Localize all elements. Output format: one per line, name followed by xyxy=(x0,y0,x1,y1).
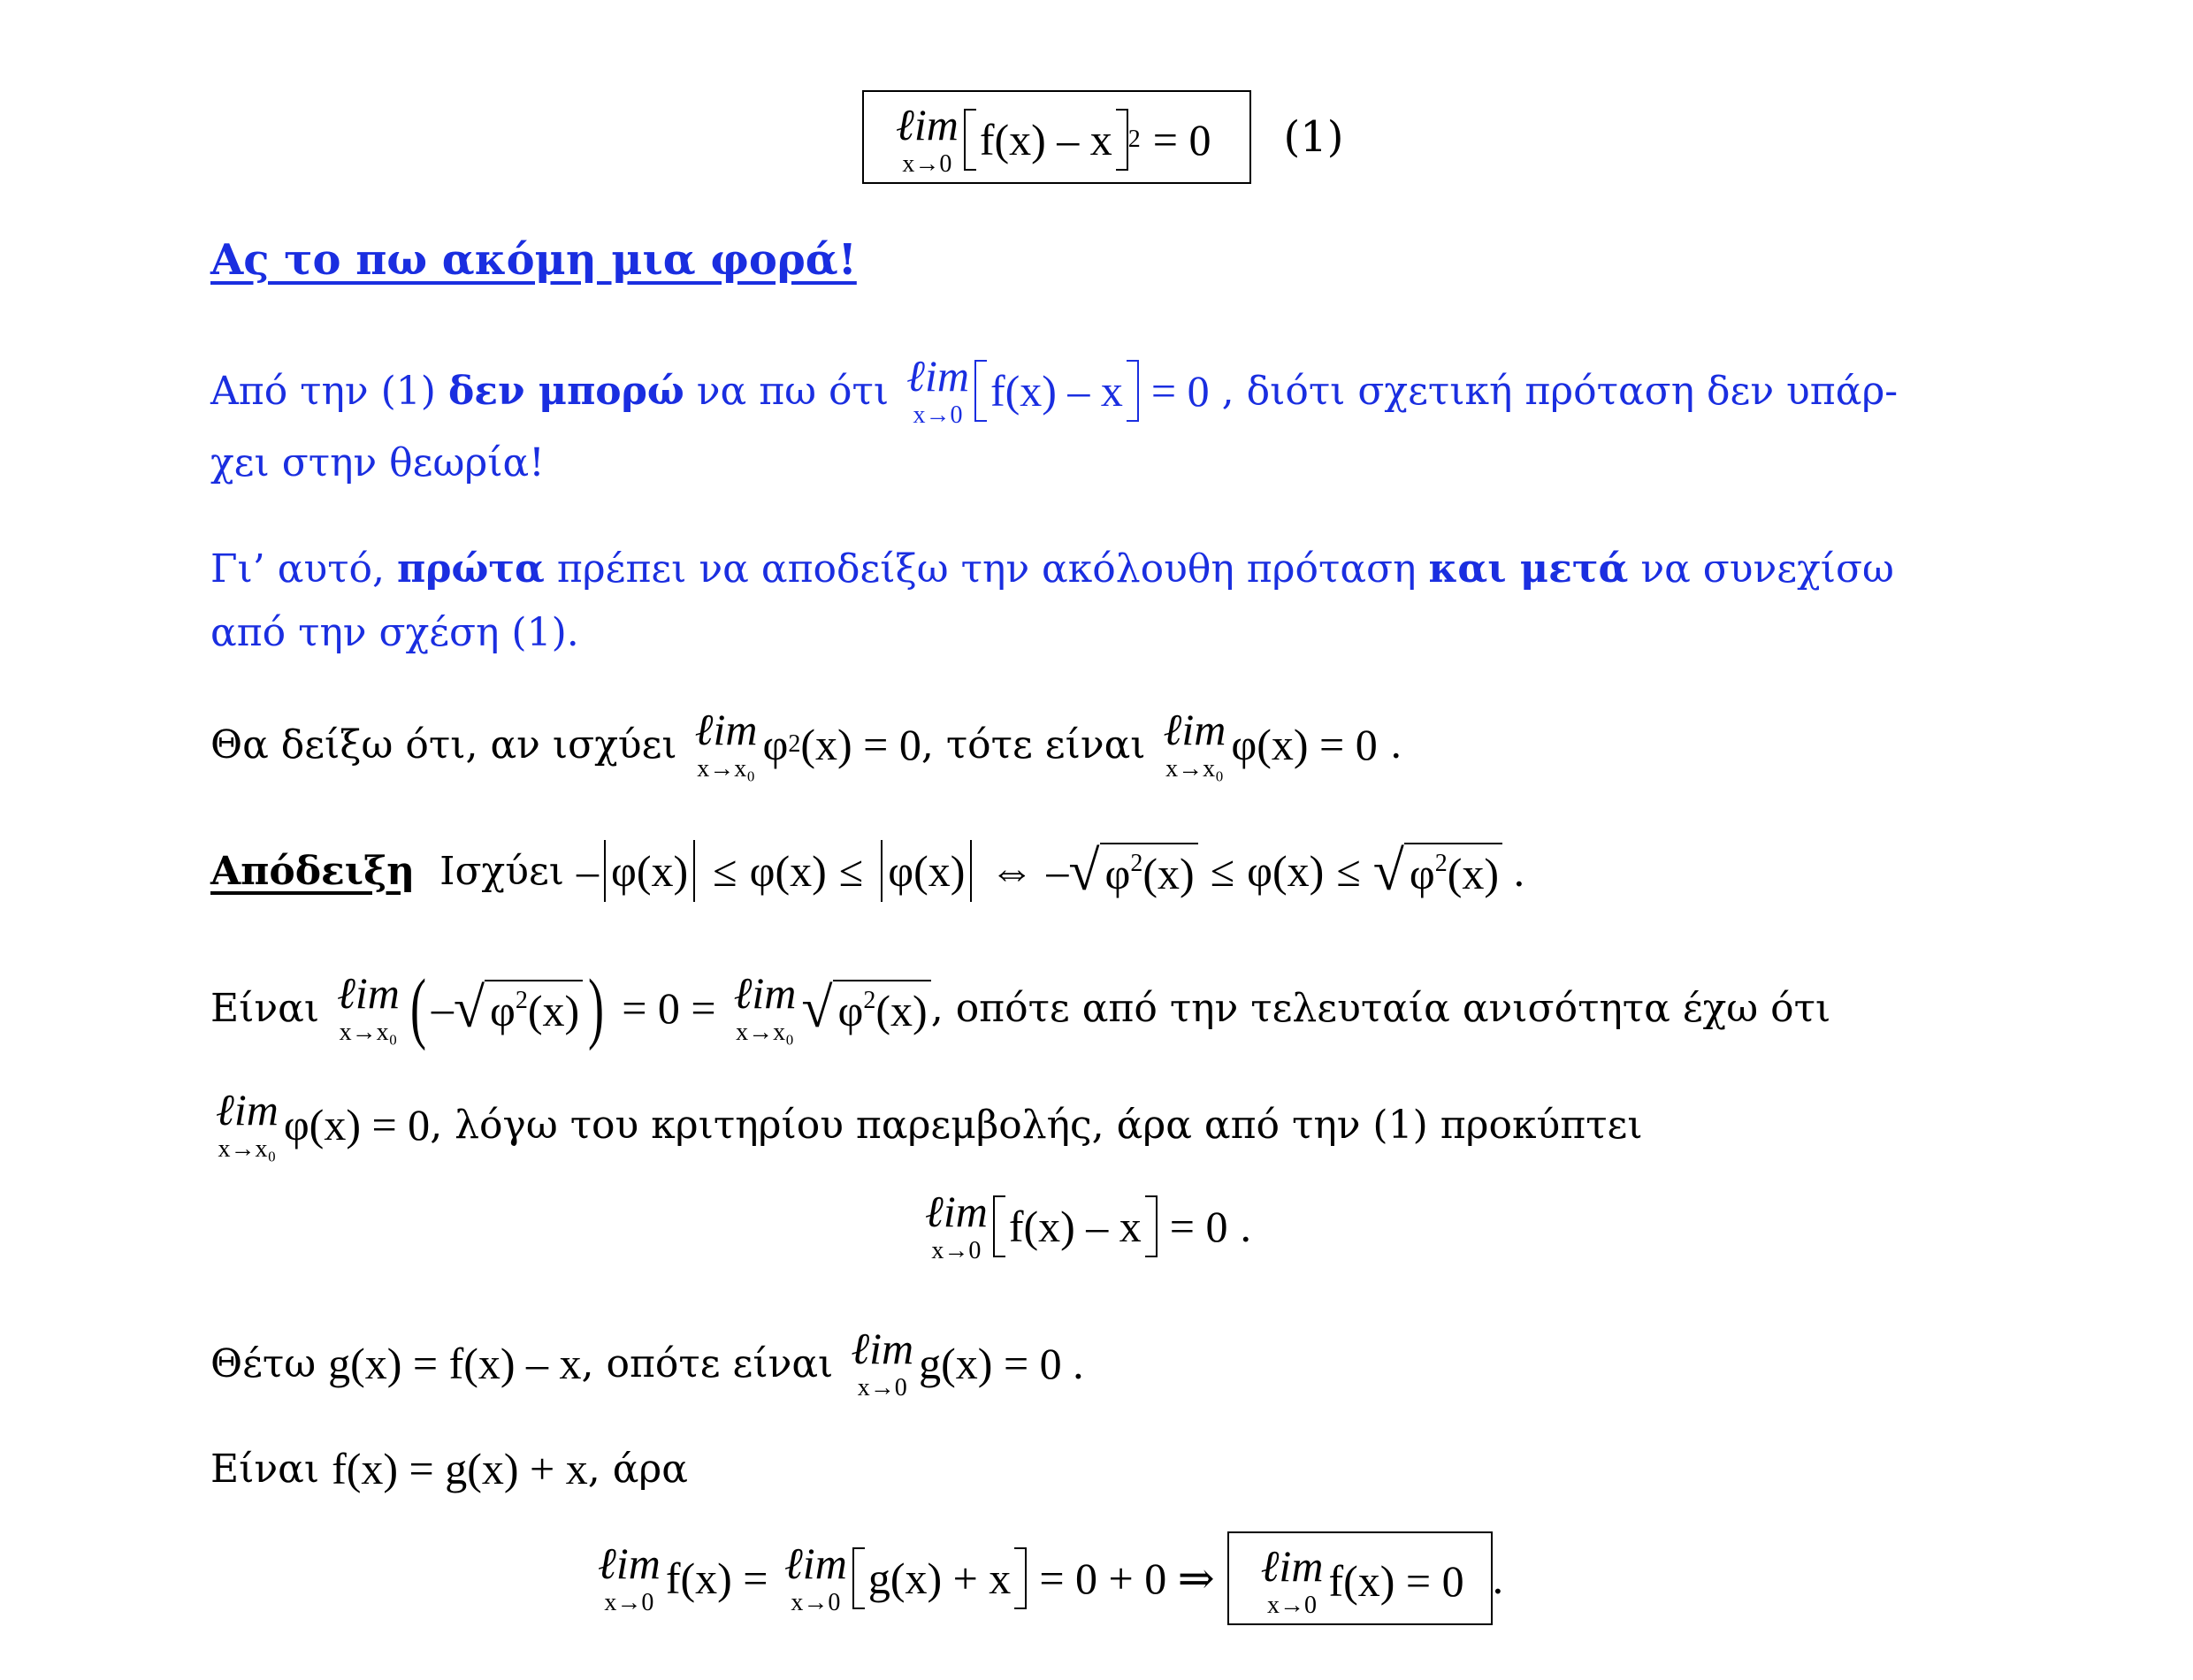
equation-number: (1) xyxy=(1283,112,1344,162)
equation-1-box: ℓim x→0 f(x) – x 2 = 0 xyxy=(862,90,1251,184)
limit-operator: ℓim x→0 xyxy=(896,100,959,178)
relation-line: Είναι f(x) = g(x) + x , άρα xyxy=(210,1444,689,1493)
paragraph-1-line-1: Από την (1) δεν μπορώ να πω ότι ℓim x→0 f(x) – x = 0 , διότι σχετική πρόταση δεν υπάρ- xyxy=(210,351,1899,429)
paragraph-2-line-2: από την σχέση (1). xyxy=(210,610,579,655)
substitution-line: Θέτω g(x) = f(x) – x , οπότε είναι ℓim x→0 g(x) = 0 . xyxy=(210,1324,1084,1401)
centered-equation: ℓim x→0 f(x) – x = 0 . xyxy=(925,1187,1251,1264)
final-equation: ℓim x→0 f(x) = ℓim x→0 g(x) + x = 0 + 0 ⇒ ℓim x→0 f(x) = 0 . xyxy=(592,1531,1503,1625)
paragraph-1-line-2: χει στην θεωρία! xyxy=(210,440,545,485)
paragraph-2-line-1: Γι’ αυτό, πρώτα πρέπει να αποδείξω την ακόλουθη πρόταση και μετά να συνεχίσω xyxy=(210,546,1894,592)
proof-label: Απόδειξη xyxy=(210,848,416,894)
limits-line: Είναι ℓim x→x₀ ( – √ $\varphi^2(x)$ ) = 0 = ℓim x→x₀ √ $\varphi^2(x)$ , οπότε από την τελευταία ανισότητα έχω ότι xyxy=(210,964,1831,1051)
section-heading: Ας το πω ακόμη μια φορά! xyxy=(210,235,857,285)
final-answer-box: ℓim x→0 f(x) = 0 xyxy=(1227,1531,1493,1625)
claim-line: Θα δείξω ότι, αν ισχύει ℓim x→x₀ φ 2 (x) = 0 , τότε είναι ℓim x→x₀ φ(x) = 0 . xyxy=(210,705,1402,783)
proof-line: Απόδειξη Ισχύει – φ(x) ≤ φ(x) ≤ φ(x) ⇔ – √ $\varphi^2(x)$ ≤ φ(x) ≤ √ $\varphi^2(x)$ . xyxy=(210,839,1525,902)
equation-1-row xyxy=(862,90,1343,184)
squeeze-line: ℓim x→x₀ φ(x) = 0 , λόγω του κριτηρίου παρεμβολής, άρα από την (1) προκύπτει xyxy=(216,1085,1643,1163)
